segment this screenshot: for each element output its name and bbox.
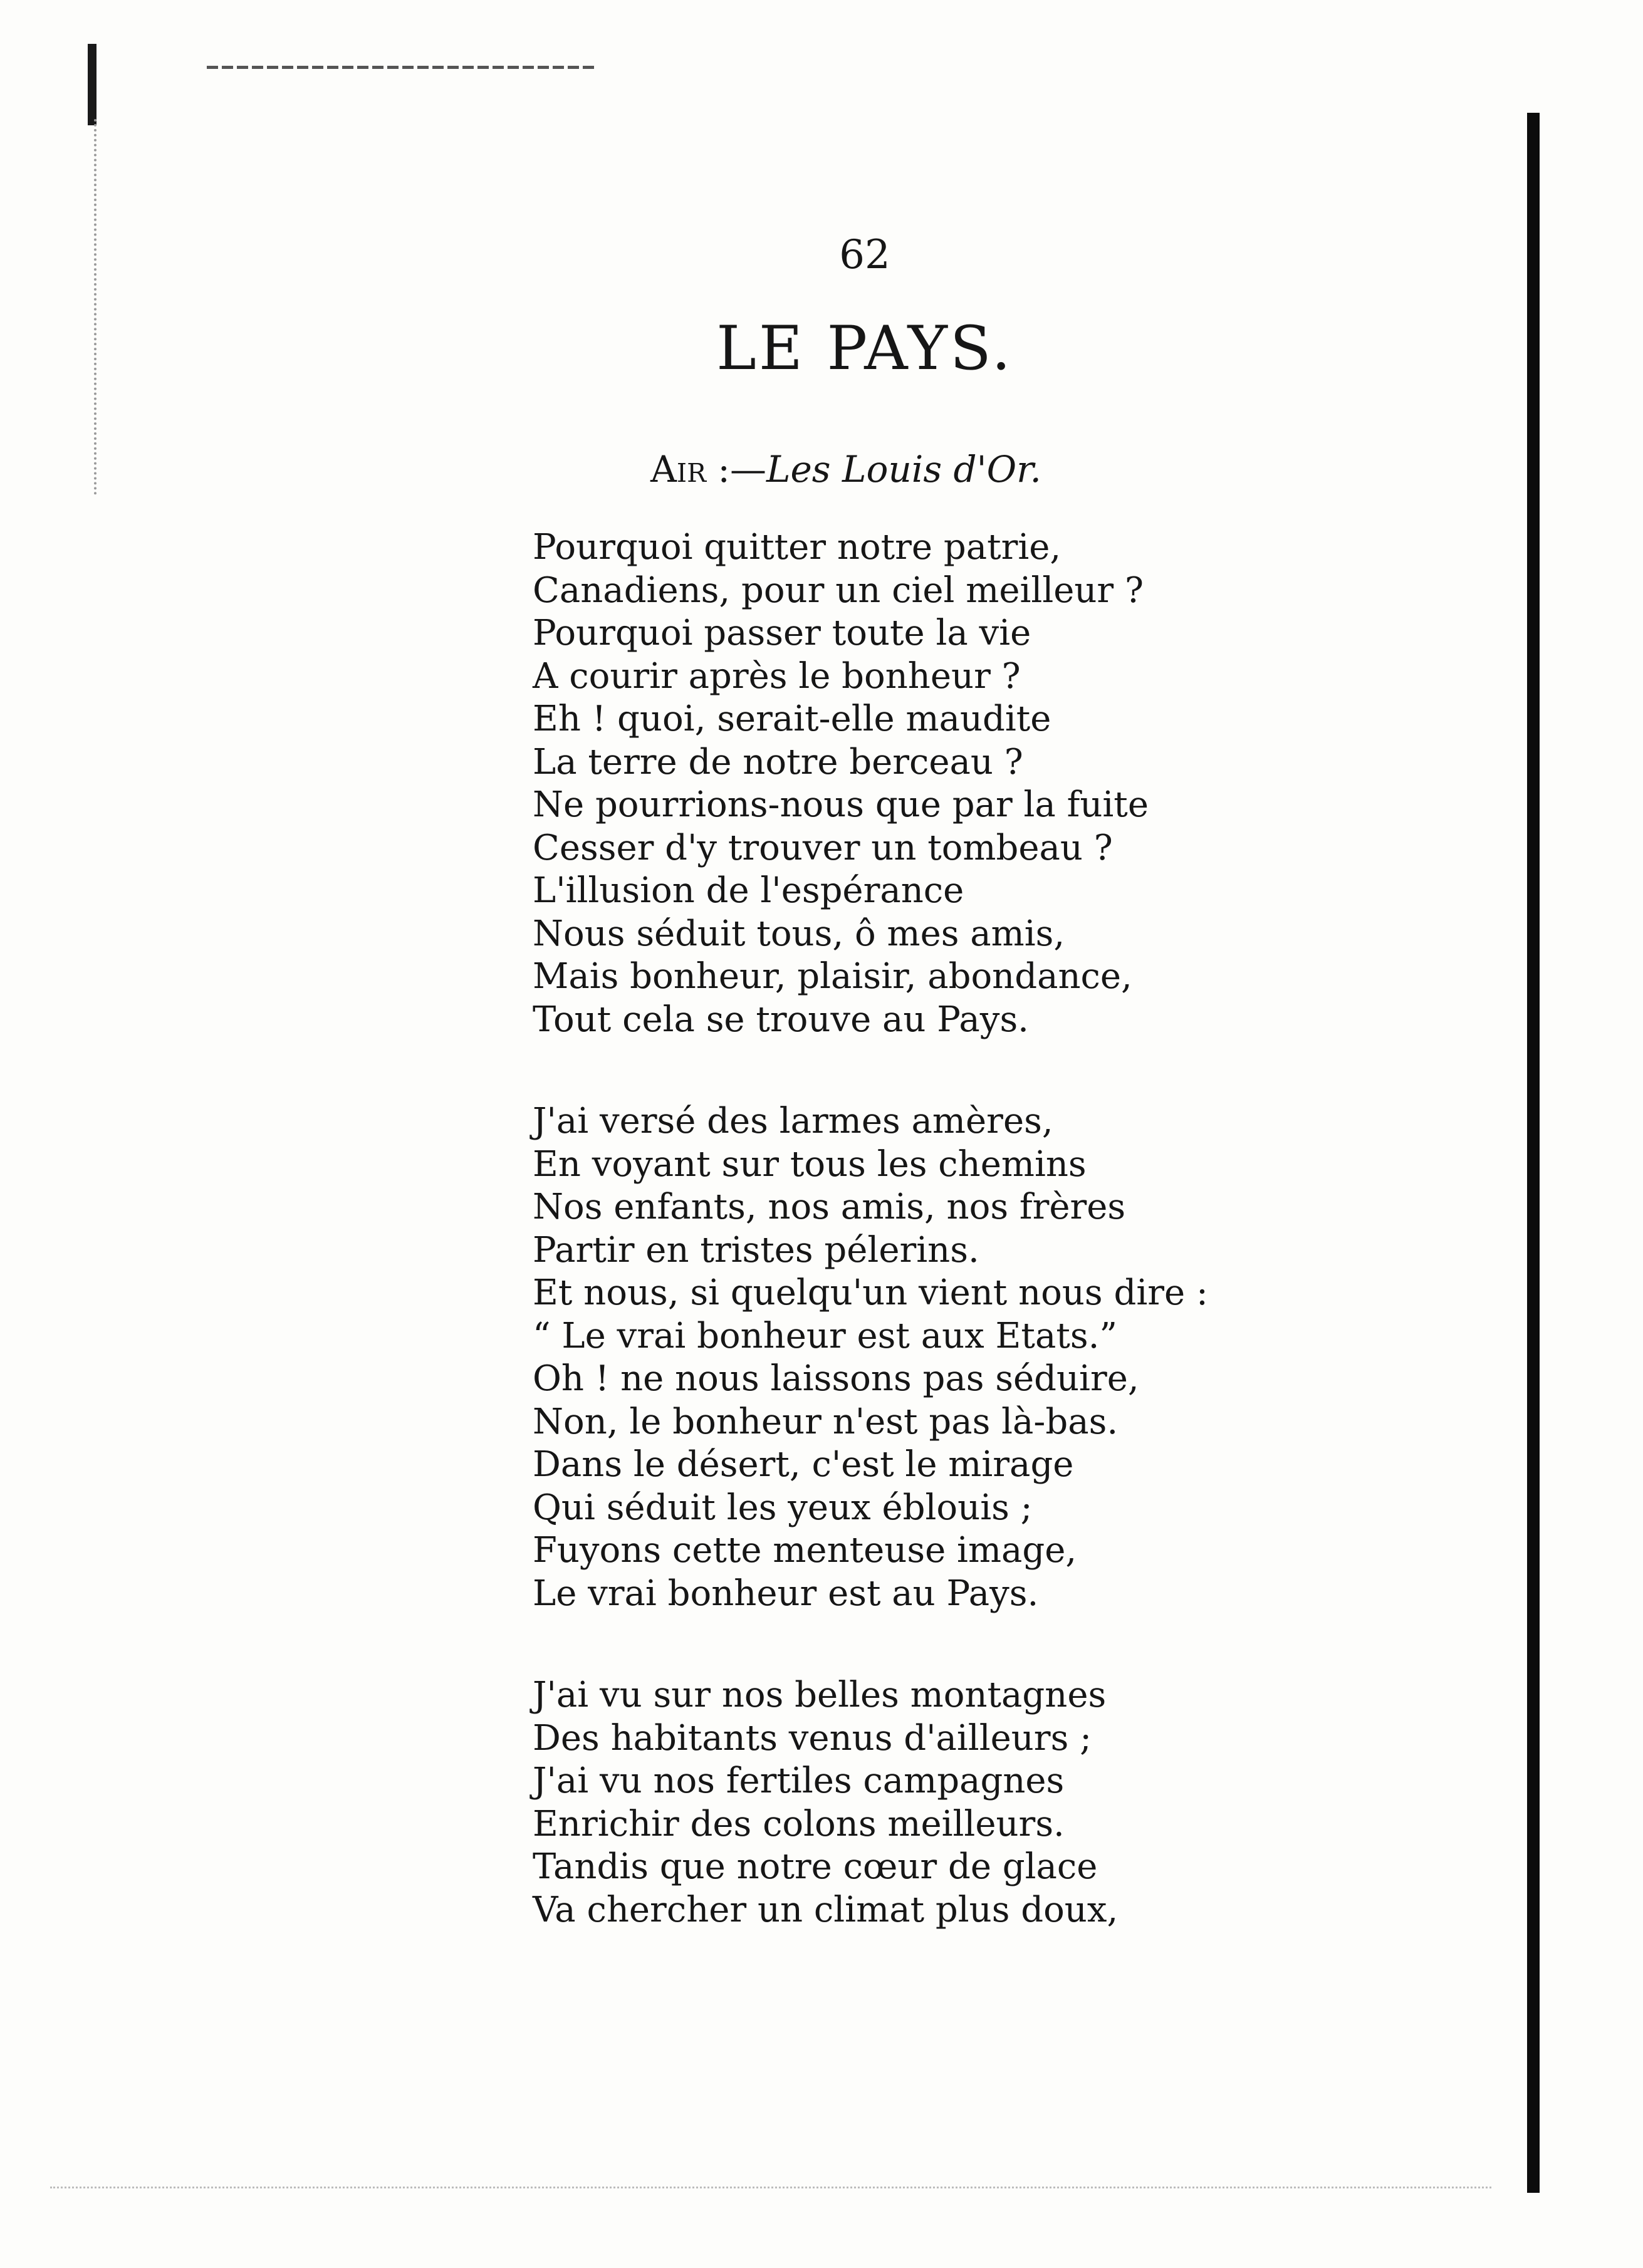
verse-line: La terre de notre berceau ? — [533, 741, 1023, 783]
verse-line: Tout cela se trouve au Pays. — [533, 999, 1029, 1040]
verse-line: Cesser d'y trouver un tombeau ? — [533, 827, 1113, 868]
verse-line: En voyant sur tous les chemins — [533, 1143, 1087, 1185]
verse-line: Pourquoi quitter notre patrie, — [533, 527, 1061, 568]
scan-binding-shadow — [1527, 113, 1540, 2193]
stanza-2 — [533, 1100, 1316, 1615]
verse-line: Non, le bonheur n'est pas là-bas. — [533, 1401, 1119, 1442]
scan-edge-speckle — [94, 119, 102, 495]
verse-line: J'ai vu nos fertiles campagnes — [533, 1761, 1065, 1801]
verse-line: Nos enfants, nos amis, nos frères — [533, 1187, 1126, 1227]
verse-line: Canadiens, pour un ciel meilleur ? — [533, 570, 1144, 611]
verse-line: Et nous, si quelqu'un vient nous dire : — [533, 1272, 1208, 1313]
poem-body — [533, 526, 1316, 1990]
song-title: LE PAYS. — [716, 313, 1013, 383]
scan-bottom-speckle — [50, 2187, 1491, 2191]
verse-line: Le vrai bonheur est au Pays. — [533, 1573, 1039, 1614]
verse-line: A courir après le bonheur ? — [533, 655, 1021, 697]
verse-line: Ne pourrions-nous que par la fuite — [533, 784, 1149, 825]
verse-line: Partir en tristes pélerins. — [533, 1229, 979, 1271]
verse-line: Enrichir des colons meilleurs. — [533, 1803, 1065, 1844]
verse-line: Oh ! ne nous laissons pas séduire, — [533, 1358, 1139, 1399]
scan-edge-mark — [88, 44, 96, 125]
verse-line: Fuyons cette menteuse image, — [533, 1530, 1077, 1571]
verse-line: J'ai versé des larmes amères, — [533, 1101, 1053, 1142]
air-label: Air :— — [650, 448, 766, 491]
verse-line: L'illusion de l'espérance — [533, 870, 964, 911]
verse-line: Pourquoi passer toute la vie — [533, 613, 1031, 653]
verse-line: Mais bonheur, plaisir, abondance, — [533, 956, 1132, 997]
verse-line: Qui séduit les yeux éblouis ; — [533, 1487, 1033, 1528]
stanza-1 — [533, 526, 1316, 1041]
page-number: 62 — [839, 232, 890, 278]
verse-line: J'ai vu sur nos belles montagnes — [533, 1675, 1107, 1715]
verse-line: Des habitants venus d'ailleurs ; — [533, 1717, 1092, 1759]
verse-line: Tandis que notre cœur de glace — [533, 1846, 1098, 1887]
scan-top-rule — [207, 66, 595, 69]
verse-line: “ Le vrai bonheur est aux Etats.” — [533, 1315, 1117, 1356]
verse-line: Va chercher un climat plus doux, — [533, 1889, 1119, 1930]
verse-line: Dans le désert, c'est le mirage — [533, 1444, 1074, 1485]
stanza-3 — [533, 1674, 1316, 1932]
air-line — [564, 448, 1128, 491]
air-tune: Les Louis d'Or. — [766, 448, 1041, 491]
verse-line: Eh ! quoi, serait-elle maudite — [533, 699, 1051, 739]
verse-line: Nous séduit tous, ô mes amis, — [533, 913, 1065, 954]
